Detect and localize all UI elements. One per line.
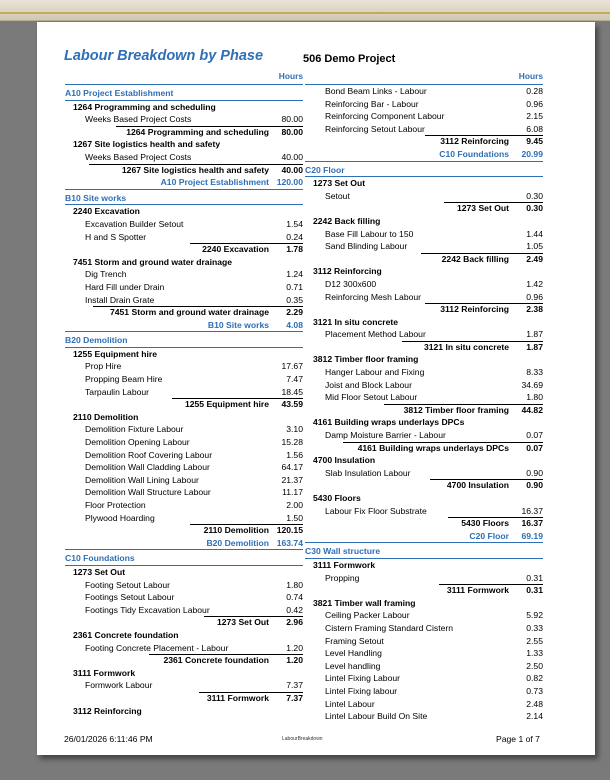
line-item-label: Joist and Block Labour (325, 379, 412, 390)
group-header (65, 566, 303, 579)
line-item-hours: 1.80 (286, 579, 303, 590)
line-item-hours: 1.05 (526, 241, 543, 252)
group-header-label: 7451 Storm and ground water drainage (73, 256, 233, 267)
section-total (305, 148, 543, 162)
section-header (305, 545, 543, 559)
hours-header-label: Hours (518, 71, 543, 81)
line-item-label: Base Fill Labour to 150 (325, 228, 414, 239)
line-item-label: Demolition Roof Covering Labour (85, 449, 213, 460)
line-item-hours: 1.50 (286, 512, 303, 523)
group-total-label: 1273 Set Out (216, 617, 269, 628)
group-total (305, 404, 543, 417)
line-item-label: Lintel Labour Build On Site (325, 711, 428, 722)
group-total (305, 517, 543, 530)
line-item-hours: 0.30 (526, 190, 543, 201)
group-header (305, 316, 543, 329)
group-total-hours: 1.20 (286, 655, 303, 666)
section-header (65, 192, 303, 206)
group-total-label: 1267 Site logistics health and safety (121, 164, 269, 175)
section-header (305, 164, 543, 178)
group-total (305, 253, 543, 266)
footer-report-name: LabourBreakdown (282, 736, 323, 742)
section-header-label: C10 Foundations (65, 553, 135, 564)
group-header-label: 3112 Reinforcing (73, 705, 142, 716)
group-total-hours: 43.59 (281, 399, 303, 410)
line-item (305, 291, 543, 304)
line-item (305, 467, 543, 480)
line-item-label: Tarpaulin Labour (85, 386, 150, 397)
line-item-hours: 8.33 (526, 367, 543, 378)
hours-header-left (65, 70, 303, 85)
group-header (65, 205, 303, 218)
group-total-label: 3112 Reinforcing (440, 136, 509, 147)
line-item-hours: 80.00 (281, 114, 303, 125)
group-header (305, 454, 543, 467)
left-column-rows (65, 87, 303, 717)
line-item-hours: 2.00 (286, 500, 303, 510)
group-header (65, 348, 303, 361)
line-item (305, 366, 543, 379)
line-item-hours: 1.33 (526, 648, 543, 659)
group-header-label: 3111 Formwork (313, 559, 376, 570)
line-item-label: Level handling (325, 660, 381, 671)
group-header-label: 1273 Set Out (313, 178, 366, 189)
line-item-label: Damp Moisture Barrier - Labour (325, 430, 446, 441)
section-total (65, 176, 303, 190)
window-top-bar (0, 0, 610, 21)
line-item-hours: 16.37 (521, 505, 543, 516)
line-item-label: Weeks Based Project Costs (85, 151, 192, 162)
group-total-hours: 0.07 (526, 442, 543, 453)
line-item (305, 635, 543, 648)
section-total-label: C20 Floor (469, 530, 509, 541)
group-header (305, 353, 543, 366)
section-total (65, 319, 303, 333)
line-item-hours: 2.55 (526, 635, 543, 646)
group-total-hours: 44.82 (521, 404, 543, 415)
group-header-label: 3111 Formwork (73, 667, 136, 678)
line-item (65, 386, 303, 399)
group-header-label: 3121 In situ concrete (313, 316, 399, 327)
line-item-hours: 0.74 (286, 592, 303, 603)
group-total (65, 306, 303, 319)
group-total-label: 3812 Timber floor framing (403, 404, 509, 415)
group-header-label: 1255 Equipment hire (73, 348, 158, 359)
section-header-label: B10 Site works (65, 192, 127, 203)
line-item-label: Hard Fill under Drain (85, 281, 165, 292)
line-item (305, 228, 543, 241)
line-item-label: Lintel Fixing Labour (325, 673, 401, 684)
section-total-label: B20 Demolition (206, 537, 269, 548)
line-item-label: Footing Setout Labour (85, 579, 171, 590)
line-item-label: Reinforcing Component Labour (325, 111, 445, 122)
line-item (305, 85, 543, 98)
line-item-label: Weeks Based Project Costs (85, 114, 192, 125)
group-total-hours: 0.30 (526, 203, 543, 214)
line-item-hours: 18.45 (281, 386, 303, 397)
section-header-label: C20 Floor (305, 164, 345, 175)
group-total (65, 616, 303, 629)
line-item (65, 591, 303, 604)
group-total-label: 2240 Excavation (202, 244, 269, 255)
section-total (65, 537, 303, 551)
group-total-label: 2361 Concrete foundation (163, 655, 269, 666)
group-header (65, 705, 303, 718)
group-total (305, 479, 543, 492)
hours-header-label: Hours (278, 71, 303, 81)
line-item-hours: 0.33 (526, 622, 543, 633)
section-header (65, 552, 303, 566)
group-total-label: 3111 Formwork (446, 585, 509, 596)
group-total-hours: 120.15 (276, 525, 303, 536)
line-item-hours: 0.31 (526, 572, 543, 583)
line-item (65, 268, 303, 281)
group-header-label: 4700 Insulation (313, 455, 376, 466)
line-item-label: Placement Method Labour (325, 329, 426, 340)
group-header (305, 177, 543, 190)
group-header (65, 629, 303, 642)
group-total-hours: 1.78 (286, 244, 303, 255)
line-item-label: Lintel Labour (325, 698, 375, 709)
group-total-label: 3121 In situ concrete (423, 341, 509, 352)
line-item (305, 190, 543, 203)
group-header-label: 2361 Concrete foundation (73, 629, 179, 640)
line-item-label: Install Drain Grate (85, 294, 155, 305)
group-total-hours: 1.87 (526, 341, 543, 352)
line-item-label: Setout (325, 190, 350, 201)
line-item-hours: 6.08 (526, 123, 543, 134)
line-item (65, 604, 303, 617)
hours-header-right (305, 70, 543, 85)
line-item-hours: 1.42 (526, 278, 543, 289)
group-header-label: 1264 Programming and scheduling (73, 101, 216, 112)
line-item (305, 123, 543, 136)
line-item (305, 278, 543, 291)
section-total-hours: 69.19 (521, 530, 543, 541)
section-total (305, 530, 543, 544)
line-item-hours: 0.90 (526, 467, 543, 478)
line-item-hours: 0.96 (526, 291, 543, 302)
group-total-label: 3111 Formwork (206, 692, 269, 703)
line-item-hours: 2.48 (526, 698, 543, 709)
group-header-label: 1273 Set Out (73, 566, 126, 577)
group-total-hours: 2.29 (286, 307, 303, 318)
group-total-hours: 40.00 (281, 164, 303, 175)
group-header (65, 411, 303, 424)
line-item-label: Slab Insulation Labour (325, 467, 411, 478)
line-item (305, 505, 543, 518)
line-item (65, 679, 303, 692)
line-item-hours: 1.44 (526, 228, 543, 239)
line-item-label: Plywood Hoarding (85, 512, 155, 523)
group-header (305, 416, 543, 429)
line-item (305, 685, 543, 698)
line-item-hours: 1.54 (286, 218, 303, 229)
line-item-label: Reinforcing Mesh Labour (325, 291, 422, 302)
section-total-hours: 20.99 (521, 148, 543, 159)
group-total-hours: 2.49 (526, 253, 543, 264)
line-item-label: Footing Concrete Placement - Labour (85, 642, 229, 653)
group-total (65, 692, 303, 705)
group-total (305, 135, 543, 148)
footer-page-number: Page 1 of 7 (496, 734, 540, 744)
line-item-label: Ceiling Packer Labour (325, 610, 410, 621)
group-header (305, 215, 543, 228)
line-item (65, 373, 303, 386)
line-item-hours: 1.87 (526, 329, 543, 340)
line-item (65, 218, 303, 231)
line-item-label: H and S Spotter (85, 231, 147, 242)
section-total-hours: 4.08 (286, 319, 303, 330)
group-header-label: 1267 Site logistics health and safety (73, 139, 221, 150)
line-item-hours: 3.10 (286, 424, 303, 435)
line-item (65, 512, 303, 525)
line-item (65, 474, 303, 487)
line-item-label: Demolition Opening Labour (85, 437, 190, 448)
line-item (305, 572, 543, 585)
line-item (305, 98, 543, 111)
section-header (65, 334, 303, 348)
line-item-label: Demolition Wall Cladding Labour (85, 462, 210, 473)
line-item (65, 579, 303, 592)
line-item-hours: 1.20 (286, 642, 303, 653)
line-item (65, 294, 303, 307)
line-item-label: Footings Tidy Excavation Labour (85, 604, 210, 615)
group-total (65, 164, 303, 177)
line-item-hours: 1.24 (286, 269, 303, 280)
right-column (305, 70, 543, 723)
line-item-label: Demolition Wall Lining Labour (85, 474, 199, 485)
line-item-label: Cistern Framing Standard Cistern (325, 622, 453, 633)
line-item (65, 461, 303, 474)
line-item-label: Framing Setout (325, 635, 384, 646)
right-column-rows (305, 85, 543, 723)
group-total (65, 126, 303, 139)
line-item-label: Excavation Builder Setout (85, 218, 184, 229)
line-item-label: Reinforcing Bar - Labour (325, 98, 419, 109)
group-total (65, 524, 303, 537)
group-total-label: 2242 Back filling (441, 253, 509, 264)
section-total-hours: 163.74 (276, 537, 303, 548)
report-title: Labour Breakdown by Phase (64, 48, 264, 64)
line-item-hours: 0.82 (526, 673, 543, 684)
group-total-label: 5430 Floors (461, 518, 509, 529)
line-item (305, 710, 543, 723)
group-total-hours: 7.37 (286, 692, 303, 703)
line-item (305, 110, 543, 123)
top-bar-stripe (0, 12, 610, 14)
group-total (305, 442, 543, 455)
line-item (65, 499, 303, 512)
line-item (65, 642, 303, 655)
line-item-label: Propping Beam Hire (85, 374, 163, 385)
line-item (305, 698, 543, 711)
group-total-label: 3112 Reinforcing (440, 304, 509, 315)
line-item-hours: 7.47 (286, 374, 303, 385)
group-header (65, 667, 303, 680)
line-item-label: Mid Floor Setout Labour (325, 392, 418, 403)
line-item (305, 660, 543, 673)
section-total-hours: 120.00 (276, 177, 303, 188)
line-item (65, 231, 303, 244)
group-total (305, 303, 543, 316)
line-item-hours: 11.17 (282, 487, 303, 498)
line-item (305, 240, 543, 253)
line-item (65, 360, 303, 373)
group-total (305, 584, 543, 597)
line-item-hours: 64.17 (281, 462, 303, 473)
group-total-label: 1255 Equipment hire (184, 399, 269, 410)
line-item-hours: 17.67 (281, 361, 303, 372)
section-total-label: B10 Site works (207, 319, 269, 330)
line-item-hours: 0.73 (526, 685, 543, 696)
line-item-label: Lintel Fixing labour (325, 685, 398, 696)
line-item-hours: 40.00 (281, 151, 303, 162)
group-header-label: 2242 Back filling (313, 215, 381, 226)
group-header (305, 597, 543, 610)
group-header-label: 3812 Timber floor framing (313, 354, 419, 365)
line-item-hours: 7.37 (286, 680, 303, 691)
group-header-label: 2110 Demolition (73, 411, 139, 422)
line-item (305, 391, 543, 404)
group-total-hours: 80.00 (281, 126, 303, 137)
group-total-label: 4700 Insulation (446, 480, 509, 491)
group-total (65, 398, 303, 411)
line-item (305, 609, 543, 622)
line-item (65, 281, 303, 294)
line-item-label: Labour Fix Floor Substrate (325, 505, 427, 516)
line-item-label: Sand Blinding Labour (325, 241, 408, 252)
group-header-label: 3112 Reinforcing (313, 266, 382, 277)
line-item-label: Hanger Labour and Fixing (325, 367, 425, 378)
line-item-hours: 21.37 (281, 474, 303, 485)
line-item (305, 647, 543, 660)
group-total-label: 7451 Storm and ground water drainage (109, 307, 269, 318)
line-item (305, 379, 543, 392)
group-total (65, 654, 303, 667)
line-item (65, 449, 303, 462)
group-total-hours: 16.37 (521, 518, 543, 529)
group-total (305, 202, 543, 215)
line-item-hours: 2.50 (526, 660, 543, 671)
line-item-label: Reinforcing Setout Labour (325, 123, 425, 134)
section-total-label: C10 Foundations (439, 148, 509, 159)
report-page (37, 22, 595, 755)
group-total-hours: 2.38 (526, 304, 543, 315)
line-item (65, 436, 303, 449)
line-item-hours: 0.71 (286, 281, 303, 292)
group-header (305, 265, 543, 278)
line-item-label: Dig Trench (85, 269, 127, 280)
group-total-label: 2110 Demolition (203, 525, 269, 536)
section-header-label: C30 Wall structure (305, 546, 381, 557)
group-header-label: 5430 Floors (313, 493, 361, 503)
line-item (305, 672, 543, 685)
section-total-label: A10 Project Establishment (160, 177, 269, 188)
line-item-hours: 1.56 (286, 449, 303, 460)
group-header-label: 4161 Building wraps underlays DPCs (313, 417, 465, 428)
section-header-label: B20 Demolition (65, 335, 128, 346)
line-item-hours: 0.07 (526, 430, 543, 441)
group-total (305, 341, 543, 354)
line-item-hours: 5.92 (526, 610, 543, 621)
section-header (65, 87, 303, 101)
line-item-hours: 34.69 (521, 379, 543, 390)
line-item-label: D12 300x600 (325, 278, 377, 289)
group-total-label: 1273 Set Out (456, 203, 509, 214)
group-total-hours: 2.96 (286, 617, 303, 628)
line-item-label: Floor Protection (85, 500, 146, 510)
line-item-label: Propping (325, 572, 360, 583)
line-item-hours: 0.35 (286, 294, 303, 305)
group-header (305, 559, 543, 572)
line-item-hours: 0.42 (286, 604, 303, 615)
line-item (65, 486, 303, 499)
group-header (65, 256, 303, 269)
line-item-hours: 0.96 (526, 98, 543, 109)
group-total-hours: 0.90 (526, 480, 543, 491)
line-item-hours: 2.15 (526, 111, 543, 122)
line-item-label: Prop Hire (85, 361, 122, 372)
line-item-label: Demolition Wall Structure Labour (85, 487, 211, 498)
line-item (65, 151, 303, 164)
group-header-label: 3821 Timber wall framing (313, 597, 416, 608)
line-item-label: Footings Setout Labour (85, 592, 175, 603)
group-header-label: 2240 Excavation (73, 206, 140, 217)
project-name: 506 Demo Project (303, 53, 396, 65)
group-total-label: 1264 Programming and scheduling (126, 126, 269, 137)
line-item (65, 113, 303, 126)
line-item-hours: 0.24 (286, 231, 303, 242)
line-item-hours: 1.80 (526, 392, 543, 403)
group-total-label: 4161 Building wraps underlays DPCs (357, 442, 509, 453)
line-item (65, 423, 303, 436)
line-item-label: Bond Beam Links - Labour (325, 86, 427, 96)
line-item-hours: 0.28 (526, 86, 543, 96)
group-header (65, 101, 303, 114)
group-total (65, 243, 303, 256)
line-item-label: Level Handling (325, 648, 382, 659)
left-column (65, 70, 303, 717)
footer-date: 26/01/2026 6:11:46 PM (64, 734, 153, 744)
section-header-label: A10 Project Establishment (65, 88, 174, 98)
line-item-label: Formwork Labour (85, 680, 153, 691)
group-header (305, 492, 543, 505)
line-item (305, 429, 543, 442)
group-total-hours: 9.45 (526, 136, 543, 147)
group-header (65, 138, 303, 151)
line-item (305, 622, 543, 635)
line-item-hours: 2.14 (526, 711, 543, 722)
line-item (305, 328, 543, 341)
group-total-hours: 0.31 (526, 585, 543, 596)
line-item-label: Demolition Fixture Labour (85, 424, 184, 435)
line-item-hours: 15.28 (281, 437, 303, 448)
